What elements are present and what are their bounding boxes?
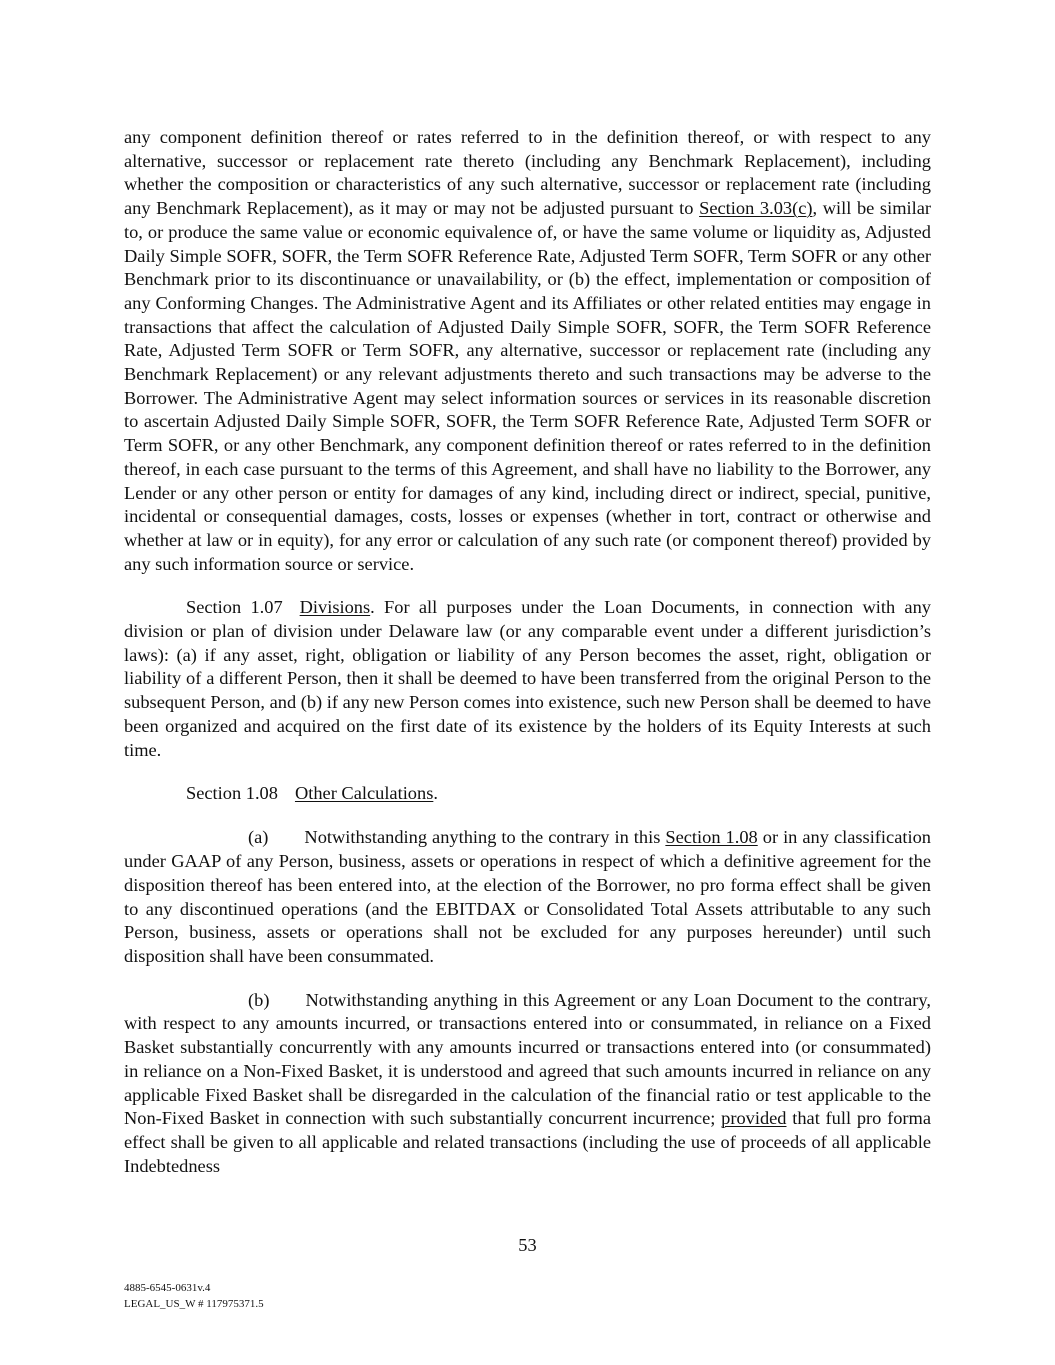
clause-label: (b) — [248, 989, 270, 1010]
section-reference: Section 3.03(c) — [699, 198, 813, 219]
paragraph-section-1-08 — [124, 782, 931, 806]
paragraph-benchmark-disclaimer — [124, 126, 931, 576]
paragraph-text: Notwithstanding anything to the contrary in this — [304, 827, 666, 848]
paragraph-text: Notwithstanding anything in this Agreement or any Loan Document to the contrary, with respect to any amounts incurred, or transactions entered into or consummated, in reliance on a Fixed Basket substantially concurrently with any amounts incurred or transactions entered into (or consummated) in reliance on a Non-Fixed Basket, it is understood and agreed that such amounts incurred in reliance on any applicable Fixed Basket shall be disregarded in the calculation of the financial ratio or test applicable to the Non-Fixed Basket in connection with such substantially concurrent incurrence; — [124, 989, 931, 1129]
footer-doc-id: 4885-6545-0631v.4 — [124, 1282, 211, 1294]
paragraph-text: . For all purposes under the Loan Documents, in connection with any division or plan of division under Delaware law (or any comparable event under a different jurisdiction’s laws): (a) if any asset, right, obligation or liability of any Person becomes the asset, right, obligation or liability of a different Person, then it shall be deemed to have been transferred from the original Person to the subsequent Person, and (b) if any new Person comes into existence, such new Person shall be deemed to have been organized and acquired on the first date of its existence by the holders of its Equity Interests at such time. — [124, 597, 931, 760]
page-number: 53 — [518, 1235, 537, 1255]
section-number: Section 1.07 — [186, 597, 283, 618]
section-number: Section 1.08 — [186, 783, 278, 804]
section-heading: Divisions — [299, 597, 371, 618]
paragraph-text: that full pro forma effect shall be given to all applicable and related transactions (including the use of proceeds of all applicable Indebtedness — [124, 1108, 932, 1176]
paragraph-text: , will be similar to, or produce the same value or economic equivalence of, or have the same volume or liquidity as, Adjusted Daily Simple SOFR, SOFR, the Term SOFR Reference Rate, Adjusted Term SOFR, Term SOFR or any other Benchmark prior to its discontinuance or unavailability, or (b) the effect, implementation or composition of any Conforming Changes. The Administrative Agent and its Affiliates or other related entities may engage in transactions that affect the calculation of Adjusted Daily Simple SOFR, SOFR, the Term SOFR Reference Rate, Adjusted Term SOFR or Term SOFR, any alternative, successor or replacement rate (including any Benchmark Replacement) or any relevant adjustments thereto and such transactions may be adverse to the Borrower. The Administrative Agent may select information sources or services in its reasonable discretion to ascertain Adjusted Daily Simple SOFR, SOFR, the Term SOFR Reference Rate, Adjusted Term SOFR or Term SOFR, or any other Benchmark, any component definition thereof or rates referred to in the definition thereof, in each case pursuant to the terms of this Agreement, and shall have no liability to the Borrower, any Lender or any other person or entity for damages of any kind, including direct or indirect, special, punitive, incidental or consequential damages, costs, losses or expenses (whether in tort, contract or otherwise and whether at law or in equity), for any error or calculation of any such rate (or component thereof) provided by any such information source or service. — [124, 198, 932, 574]
paragraph-clause-b — [124, 989, 931, 1179]
paragraph-text: . — [433, 783, 438, 804]
document-body — [124, 126, 931, 1198]
proviso-term: provided — [721, 1108, 787, 1129]
section-reference: Section 1.08 — [665, 827, 758, 848]
footer-legal-id: LEGAL_US_W # 117975371.5 — [124, 1298, 264, 1310]
paragraph-text: any component definition thereof or rates referred to in the definition thereof, or with respect to any alternative, successor or replacement rate thereto (including any Benchmark Replacement), including whether the composition or characteristics of any such alternative, successor or replacement rate (including any Benchmark Replacement), as it may or may not be adjusted pursuant to — [124, 127, 931, 219]
section-heading: Other Calculations — [294, 783, 434, 804]
document-footer — [124, 1280, 264, 1312]
clause-label: (a) — [248, 827, 269, 848]
paragraph-text: or in any classification under GAAP of any Person, business, assets or operations in respect of which a definitive agreement for the disposition thereof has been entered into, at the election of the Borrower, no pro forma effect shall be given to any discontinued operations (and the EBITDAX or Consolidated Total Assets attributable to any such Person, business, assets or operations shall not be excluded for any purposes hereunder) until such disposition shall have been consummated. — [124, 827, 931, 966]
paragraph-section-1-07 — [124, 596, 931, 762]
paragraph-clause-a — [124, 826, 931, 968]
